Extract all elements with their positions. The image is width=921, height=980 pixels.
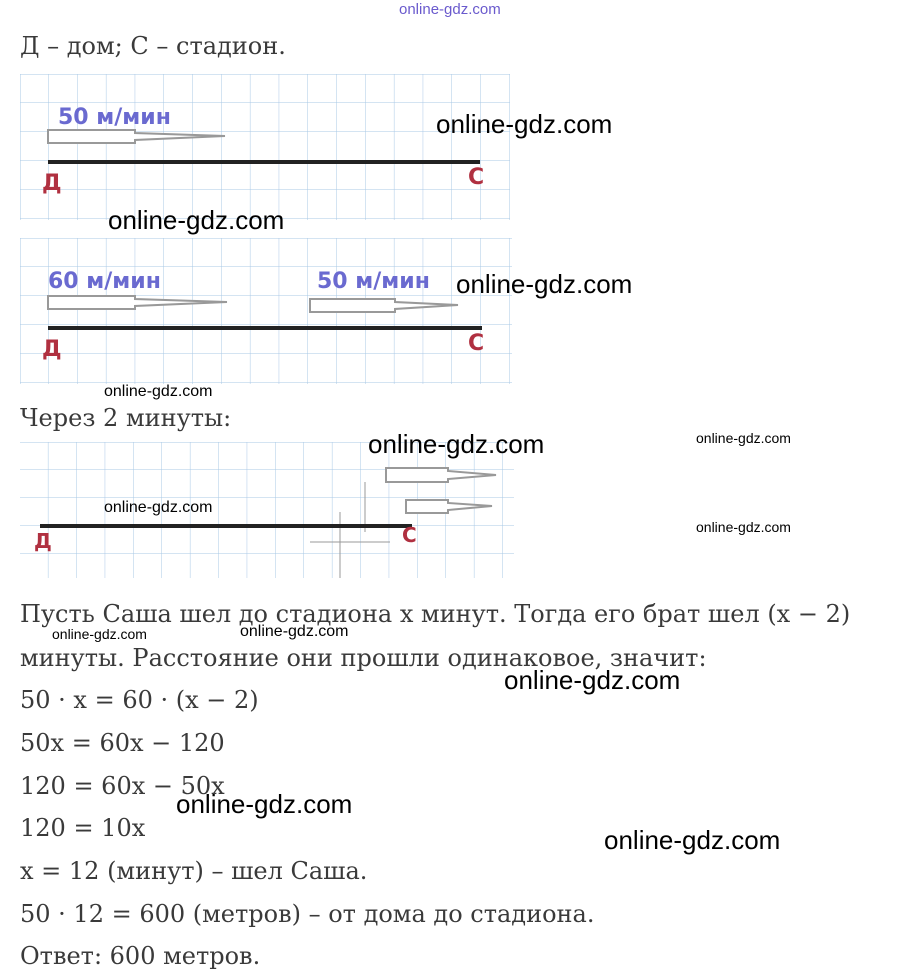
speed-label-a: 60 м/мин bbox=[48, 269, 161, 294]
diagram-1 bbox=[20, 74, 510, 220]
answer: Ответ: 600 метров. bbox=[20, 942, 261, 970]
watermark: online-gdz.com bbox=[176, 789, 353, 819]
solution-line-2: минуты. Расстояние они прошли одинаковое, значит: bbox=[20, 644, 707, 672]
watermark: online-gdz.com bbox=[240, 623, 349, 640]
diagram-2 bbox=[20, 238, 512, 384]
watermark: online-gdz.com bbox=[368, 429, 545, 459]
equation-6: 50 · 12 = 600 (метров) – от дома до стадиона. bbox=[20, 900, 595, 928]
diagram-3 bbox=[20, 442, 514, 578]
after-two-minutes-text: Через 2 минуты: bbox=[20, 404, 232, 432]
speed-label: 50 м/мин bbox=[58, 105, 171, 130]
watermark: online-gdz.com bbox=[696, 519, 791, 535]
home-label: Д bbox=[42, 171, 62, 196]
legend-text: Д – дом; С – стадион. bbox=[20, 32, 286, 60]
stadium-label: С bbox=[468, 331, 485, 356]
watermark: online-gdz.com bbox=[108, 205, 285, 235]
equation-4: 120 = 10x bbox=[20, 814, 146, 842]
watermark: online-gdz.com bbox=[436, 109, 613, 139]
equation-1: 50 · x = 60 · (x − 2) bbox=[20, 686, 259, 714]
watermark: online-gdz.com bbox=[604, 825, 781, 855]
solution-line-1: Пусть Саша шел до стадиона x минут. Тогда его брат шел (x − 2) bbox=[20, 600, 851, 628]
home-label: Д bbox=[34, 529, 52, 553]
equation-3: 120 = 60x − 50x bbox=[20, 772, 225, 800]
watermark: online-gdz.com bbox=[104, 383, 213, 400]
equation-5: x = 12 (минут) – шел Саша. bbox=[20, 857, 368, 885]
watermark: online-gdz.com bbox=[456, 269, 633, 299]
stadium-label: С bbox=[468, 165, 485, 190]
watermark: online-gdz.com bbox=[104, 499, 213, 516]
equation-2: 50x = 60x − 120 bbox=[20, 729, 225, 757]
watermark-top: online-gdz.com bbox=[399, 1, 501, 18]
stadium-label: С bbox=[402, 523, 417, 547]
watermark: online-gdz.com bbox=[52, 626, 147, 642]
watermark: online-gdz.com bbox=[504, 665, 681, 695]
home-label: Д bbox=[42, 337, 62, 362]
watermark: online-gdz.com bbox=[696, 430, 791, 446]
speed-label-b: 50 м/мин bbox=[317, 269, 430, 294]
